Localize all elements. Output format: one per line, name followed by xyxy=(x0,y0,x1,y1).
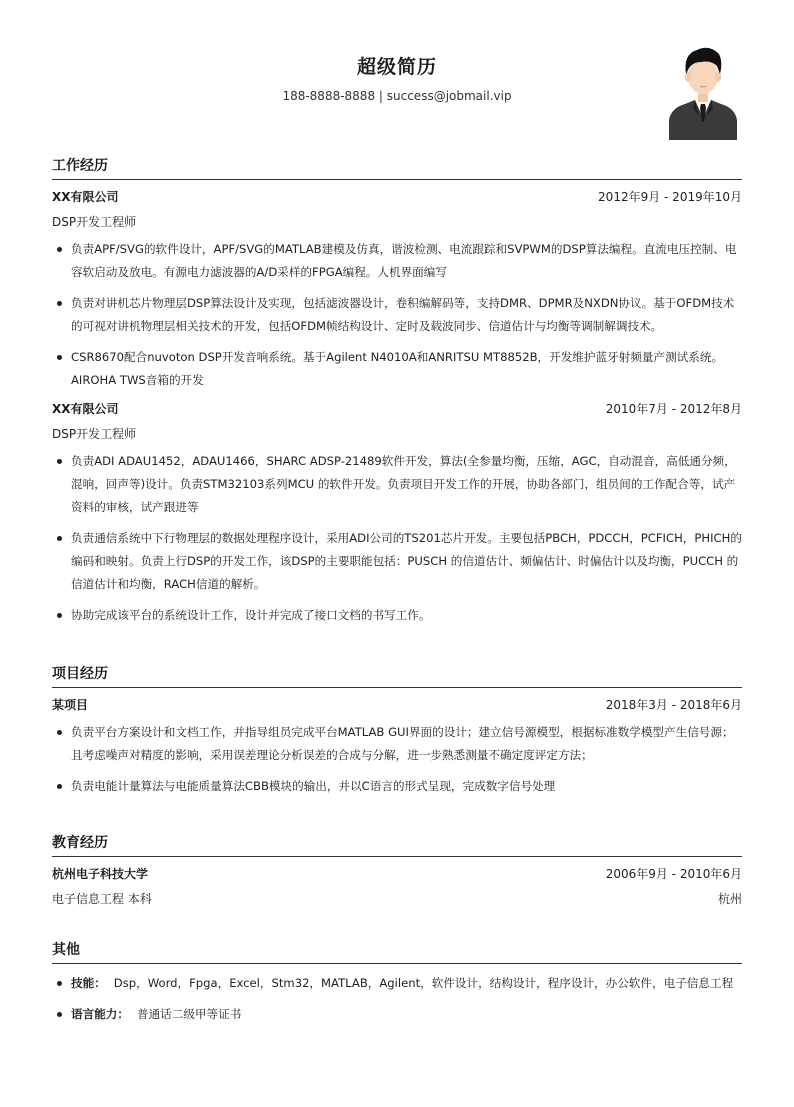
education-detail-row xyxy=(52,890,742,908)
list-item: 负责对讲机芯片物理层DSP算法设计及实现，包括滤波器设计，卷积编解码等，支持DMR、DPMR及NXDN协议。基于OFDM技术的可视对讲机物理层相关技术的开发，包括OFDM帧结构设计、定时及载波同步、信道估计与均衡等调制解调技术。 xyxy=(52,292,742,338)
list-item: 负责APF/SVG的软件设计，APF/SVG的MATLAB建模及仿真，谐波检测、电流跟踪和SVPWM的DSP算法编程。直流电压控制、电容软启动及放电。有源电力滤波器的A/D采样的FPGA编程。人机界面编写 xyxy=(52,238,742,284)
language-value: 普通话二级甲等证书 xyxy=(136,1007,242,1021)
list-item: 负责通信系统中下行物理层的数据处理程序设计，采用ADI公司的TS201芯片开发。主要包括PBCH，PDCCH，PCFICH，PHICH的编码和映射。负责上行DSP的开发工作，该DSP的主要职能包括：PUSCH 的信道估计、频偏估计、时偏估计以及均衡，PUCCH 的信道估计和均衡，RACH信道的解析。 xyxy=(52,527,742,596)
project-duties-list xyxy=(52,721,742,798)
candidate-name: 超级简历 xyxy=(356,56,437,78)
resume-header xyxy=(52,0,742,150)
work-duties-list xyxy=(52,450,742,627)
job-role: DSP开发工程师 xyxy=(52,427,137,441)
other-section xyxy=(52,937,742,1034)
job-role: DSP开发工程师 xyxy=(52,215,137,229)
company-name: XX有限公司 xyxy=(52,402,119,416)
education-entry-header xyxy=(52,865,742,883)
job-role-row xyxy=(52,213,742,231)
work-period: 2010年7月 - 2012年8月 xyxy=(605,402,742,416)
skills-label: 技能： xyxy=(71,976,106,990)
work-entry-header xyxy=(52,400,742,418)
work-entry xyxy=(52,188,742,392)
other-section-title: 其他 xyxy=(52,937,742,964)
person-avatar-icon xyxy=(667,42,739,140)
project-entry-header xyxy=(52,696,742,714)
project-section-title: 项目经历 xyxy=(52,661,742,688)
work-section-title: 工作经历 xyxy=(52,153,742,180)
resume-page xyxy=(52,0,742,1021)
work-entry xyxy=(52,400,742,627)
education-section-title: 教育经历 xyxy=(52,830,742,857)
list-item: CSR8670配合nuvoton DSP开发音响系统。基于Agilent N4010A和ANRITSU MT8852B，开发维护蓝牙射频量产测试系统。AIROHA TWS音箱的开发 xyxy=(52,346,742,392)
school-name: 杭州电子科技大学 xyxy=(52,867,149,881)
work-duties-list xyxy=(52,238,742,392)
education-period: 2006年9月 - 2010年6月 xyxy=(605,867,742,881)
project-experience-section xyxy=(52,661,742,806)
list-item: 负责平台方案设计和文档工作，并指导组员完成平台MATLAB GUI界面的设计；建立信号源模型，根据标准数学模型产生信号源；且考虑噪声对精度的影响，采用误差理论分析误差的合成与分解，进一步熟悉测量不确定度评定方法； xyxy=(52,721,742,767)
project-period: 2018年3月 - 2018年6月 xyxy=(605,698,742,712)
work-period: 2012年9月 - 2019年10月 xyxy=(598,190,742,204)
list-item: 负责ADI ADAU1452，ADAU1466，SHARC ADSP-21489软件开发，算法(全参量均衡，压缩，AGC，自动混音，高低通分频，混响，回声等)设计。负责STM32103系列MCU 的软件开发。负责项目开发工作的开展，协助各部门，组员间的工作配合等，试产资料的审核，试产跟进等 xyxy=(52,450,742,519)
list-item xyxy=(52,972,742,995)
language-label: 语言能力： xyxy=(71,1007,129,1021)
skills-value: Dsp，Word，Fpga，Excel，Stm32，MATLAB，Agilent，软件设计，结构设计，程序设计，办公软件，电子信息工程 xyxy=(113,976,734,990)
education-section xyxy=(52,830,742,915)
school-city: 杭州 xyxy=(717,892,742,906)
other-list xyxy=(52,972,742,1026)
major-degree: 电子信息工程 本科 xyxy=(52,892,152,906)
contact-info: 188-8888-8888 | success@jobmail.vip xyxy=(282,89,512,103)
work-experience-section xyxy=(52,153,742,635)
list-item: 负责电能计量算法与电能质量算法CBB模块的输出，并以C语言的形式呈现，完成数字信号处理 xyxy=(52,775,742,798)
job-role-row xyxy=(52,425,742,443)
work-entry-header xyxy=(52,188,742,206)
company-name: XX有限公司 xyxy=(52,190,119,204)
list-item: 协助完成该平台的系统设计工作，设计并完成了接口文档的书写工作。 xyxy=(52,604,742,627)
project-name: 某项目 xyxy=(52,698,89,712)
list-item xyxy=(52,1003,742,1026)
